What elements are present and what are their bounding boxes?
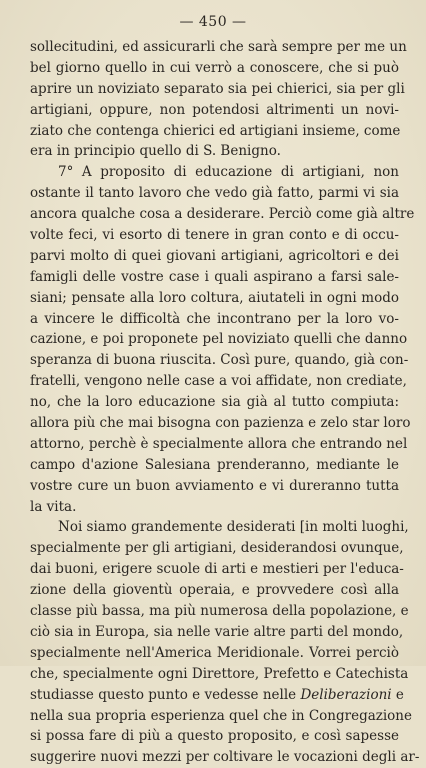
text-line: ancora qualche cosa a desiderare. Perciò come già altre — [30, 206, 415, 223]
text-line: aprire un noviziato separato sia pei chierici, sia per gli — [30, 80, 405, 97]
text-line-with-italic — [30, 685, 404, 706]
text-line: era in principio quello di S. Benigno. — [30, 143, 281, 160]
page-body-text — [30, 37, 420, 768]
paragraph-2 — [30, 162, 415, 517]
text-line: 7° A proposito di educazione di artigiani, non — [58, 164, 399, 181]
text-segment: e — [391, 686, 404, 703]
text-line: ziato che contenga chierici ed artigiani insieme, come — [30, 122, 401, 139]
text-line: zione della gioventù operaia, e provvedere così alla — [30, 582, 399, 599]
text-line: che, specialmente ogni Direttore, Prefetto e Catechista — [30, 665, 409, 682]
text-line: dai buoni, erigere scuole di arti e mestieri per l'educa- — [30, 561, 404, 578]
text-line: cazione, e poi proponete pel noviziato quelli che danno — [30, 331, 408, 348]
text-segment: studiasse questo punto e vedesse nelle — [30, 686, 297, 703]
paragraph-1 — [30, 37, 407, 162]
text-line: la vita. — [30, 498, 77, 515]
text-line: no, che la loro educazione sia già al tutto compiuta: — [30, 394, 399, 411]
text-line: parvi molto di quei giovani artigiani, agricoltori e dei — [30, 247, 399, 264]
text-line: fratelli, vengono nelle case a voi affidate, non crediate, — [30, 373, 407, 390]
italic-term: Deliberazioni — [300, 686, 392, 703]
text-line: speranza di buona riuscita. Così pure, quando, già con- — [30, 352, 409, 369]
text-line: ostante il tanto lavoro che vedo già fatto, parmi vi sia — [30, 185, 399, 202]
text-line: vostre cure un buon avviamento e vi dureranno tutta — [30, 477, 399, 494]
text-line: specialmente nell'America Meridionale. Vorrei perciò — [30, 644, 399, 661]
text-line: volte feci, vi esorto di tenere in gran conto e di occu- — [30, 227, 399, 244]
text-line: a vincere le difficoltà che incontrano per la loro vo- — [30, 310, 399, 327]
text-line: si possa fare di più a questo proposito, e così sapesse — [30, 728, 399, 745]
text-line: siani; pensate alla loro coltura, aiutateli in ogni modo — [30, 289, 399, 306]
text-line: specialmente per gli artigiani, desiderandosi ovunque, — [30, 540, 404, 557]
text-line: nella sua propria esperienza quel che in Congregazione — [30, 707, 412, 724]
text-line: allora più che mai bisogna con pazienza e zelo star loro — [30, 415, 411, 432]
text-line: classe più bassa, ma più numerosa della popolazione, e — [30, 603, 409, 620]
text-line: Noi siamo grandemente desiderati [in molti luoghi, — [58, 519, 409, 536]
page-number: — 450 — — [179, 14, 247, 30]
text-line: ciò sia in Europa, sia nelle varie altre parti del mondo, — [30, 623, 404, 640]
text-line: famigli delle vostre case i quali aspirano a farsi sale- — [30, 268, 399, 285]
paragraph-3 — [30, 517, 420, 768]
text-line: artigiani, oppure, non potendosi altrimenti un novi- — [30, 101, 399, 118]
text-line: campo d'azione Salesiana prenderanno, mediante le — [30, 456, 399, 473]
text-line: attorno, perchè è specialmente allora che entrando nel — [30, 435, 408, 452]
text-line: sollecitudini, ed assicurarli che sarà sempre per me un — [30, 39, 407, 55]
text-line: suggerire nuovi mezzi per coltivare le vocazioni degli ar- — [30, 749, 420, 766]
text-line: bel giorno quello in cui verrò a conoscere, che si può — [30, 59, 399, 76]
